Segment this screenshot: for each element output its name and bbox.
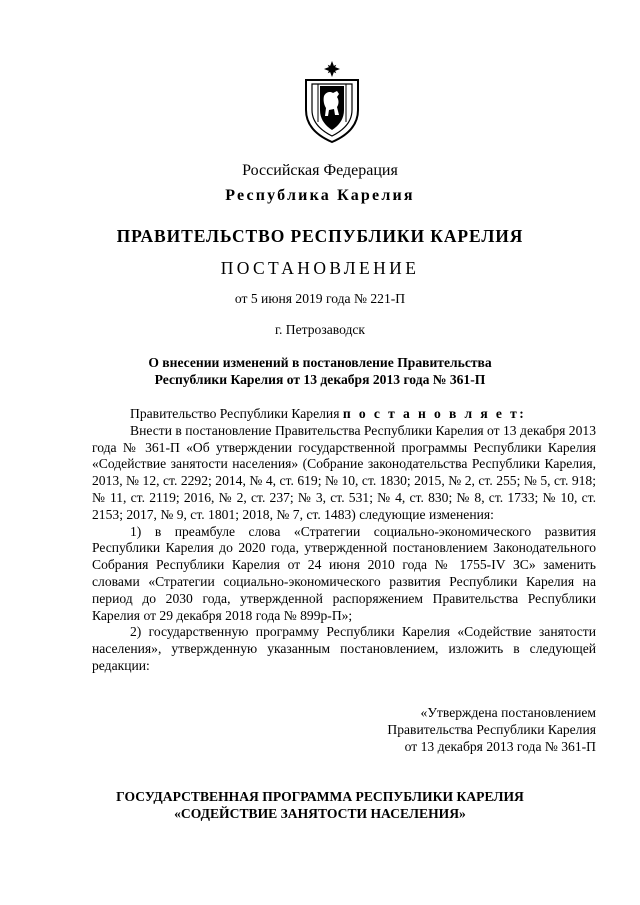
intro-prefix: Правительство Республики Карелия — [130, 406, 340, 421]
document-subject — [0, 354, 640, 388]
subject-line-2: Республики Карелия от 13 декабря 2013 года № 361-П — [154, 372, 486, 387]
approval-line-2: Правительства Республики Карелия — [387, 721, 596, 737]
intro-paragraph — [92, 406, 596, 423]
document-date-number: от 5 июня 2019 года № 221-П — [234, 291, 406, 306]
approval-block — [387, 705, 596, 755]
paragraph-2: 1) в преамбуле слова «Стратегии социально-экономического развития Республики Карелия до 2020 года, утвержденной постановлением Законодательного Собрания Республики Карелия от 24 июня 2010 года № 1755-IV ЗС» заменить словами «Стратегии социально-экономического развития Республики Карелия на период до 2030 года, утвержденной распоряжением Правительства Республики Карелия от 29 декабря 2018 года № 899р-П»; — [92, 523, 596, 623]
republic-name: Республика Карелия — [225, 187, 415, 204]
program-title-line-2: «СОДЕЙСТВИЕ ЗАНЯТОСТИ НАСЕЛЕНИЯ» — [174, 806, 466, 821]
program-title-line-1: ГОСУДАРСТВЕННАЯ ПРОГРАММА РЕСПУБЛИКИ КАРЕЛИЯ — [116, 789, 524, 804]
subject-line-1: О внесении изменений в постановление Правительства — [148, 355, 492, 370]
document-body — [92, 406, 596, 675]
coat-of-arms-karelia-icon — [300, 60, 364, 144]
intro-resolves: п о с т а н о в л я е т: — [342, 406, 527, 421]
government-title: ПРАВИТЕЛЬСТВО РЕСПУБЛИКИ КАРЕЛИЯ — [116, 226, 524, 246]
paragraph-3: 2) государственную программу Республики Карелия «Содействие занятости населения», утвержденную указанным постановлением, изложить в следующей редакции: — [92, 624, 596, 673]
approval-line-3: от 13 декабря 2013 года № 361-П — [404, 738, 596, 754]
paragraph-1: Внести в постановление Правительства Республики Карелия от 13 декабря 2013 года № 361-П «Об утверждении государственной программы Республики Карелия «Содействие занятости населения» (Собрание законодательства Республики Карелия, 2013, № 12, ст. 2292; 2014, № 4, ст. 619; № 10, ст. 1830; 2015, № 2, ст. 255; № 5, ст. 918; № 11, ст. 2119; 2016, № 2, ст. 237; № 3, ст. 531; № 4, ст. 830; № 8, ст. 1733; № 10, ст. 2153; 2017, № 9, ст. 1801; 2018, № 7, ст. 1483) следующие изменения: — [92, 422, 596, 522]
program-title — [0, 788, 640, 822]
country-name: Российская Федерация — [242, 162, 398, 179]
approval-line-1: «Утверждена постановлением — [420, 705, 596, 720]
document-type: ПОСТАНОВЛЕНИЕ — [220, 258, 420, 278]
document-city: г. Петрозаводск — [274, 322, 366, 337]
